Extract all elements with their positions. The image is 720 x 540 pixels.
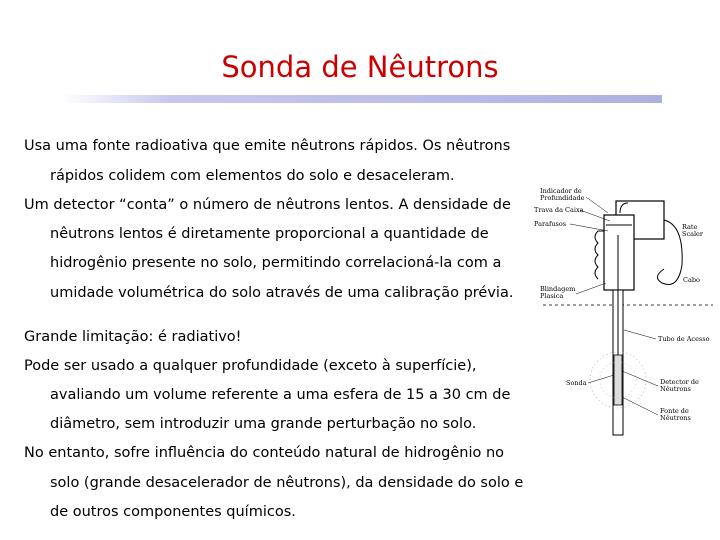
label-trava: Trava da Caixa <box>534 206 584 214</box>
neutron-probe-diagram <box>528 175 720 440</box>
label-detector: Detector de <box>660 378 699 386</box>
label-indicador: Indicador de <box>540 187 582 195</box>
text-line: No entanto, sofre influência do conteúdo natural de hidrogênio no <box>24 445 505 461</box>
label-indicador: Profundidade <box>540 194 585 202</box>
text-line: hidrogênio presente no solo, permitindo correlacioná-la com a <box>50 255 502 271</box>
label-cabo: Cabo <box>683 276 700 284</box>
label-blindagem: Blindagem <box>540 285 576 293</box>
slide-title: Sonda de Nêutrons <box>221 50 499 84</box>
label-detector: Nêutrons <box>660 385 691 393</box>
label-sonda: Sonda <box>566 379 587 387</box>
text-line: Um detector “conta” o número de nêutrons lentos. A densidade de <box>24 197 511 213</box>
label-rate: Rate <box>682 223 698 231</box>
label-tubo: Tubo de Acesso <box>658 335 710 343</box>
text-line: de outros componentes químicos. <box>50 504 296 520</box>
text-line: Pode ser usado a qualquer profundidade (exceto à superfície), <box>24 358 477 374</box>
label-fonte: Nêutrons <box>660 414 691 422</box>
label-parafusos: Parafusos <box>534 220 567 228</box>
text-line: Usa uma fonte radioativa que emite nêutrons rápidos. Os nêutrons <box>24 138 511 154</box>
text-line: avaliando um volume referente a uma esfera de 15 a 30 cm de <box>50 387 511 403</box>
text-line: solo (grande desacelerador de nêutrons), da densidade do solo e <box>50 475 524 491</box>
text-line: rápidos colidem com elementos do solo e desaceleram. <box>50 168 455 184</box>
text-line: umidade volumétrica do solo através de uma calibração prévia. <box>50 285 514 301</box>
text-line: diâmetro, sem introduzir uma grande perturbação no solo. <box>50 416 477 432</box>
text-line: nêutrons lentos é diretamente proporcional a quantidade de <box>50 226 489 242</box>
label-fonte: Fonte de <box>660 407 689 415</box>
label-rate: Scaler <box>682 230 704 238</box>
text-line: Grande limitação: é radiativo! <box>24 329 242 345</box>
label-blindagem: Plasica <box>540 292 564 300</box>
